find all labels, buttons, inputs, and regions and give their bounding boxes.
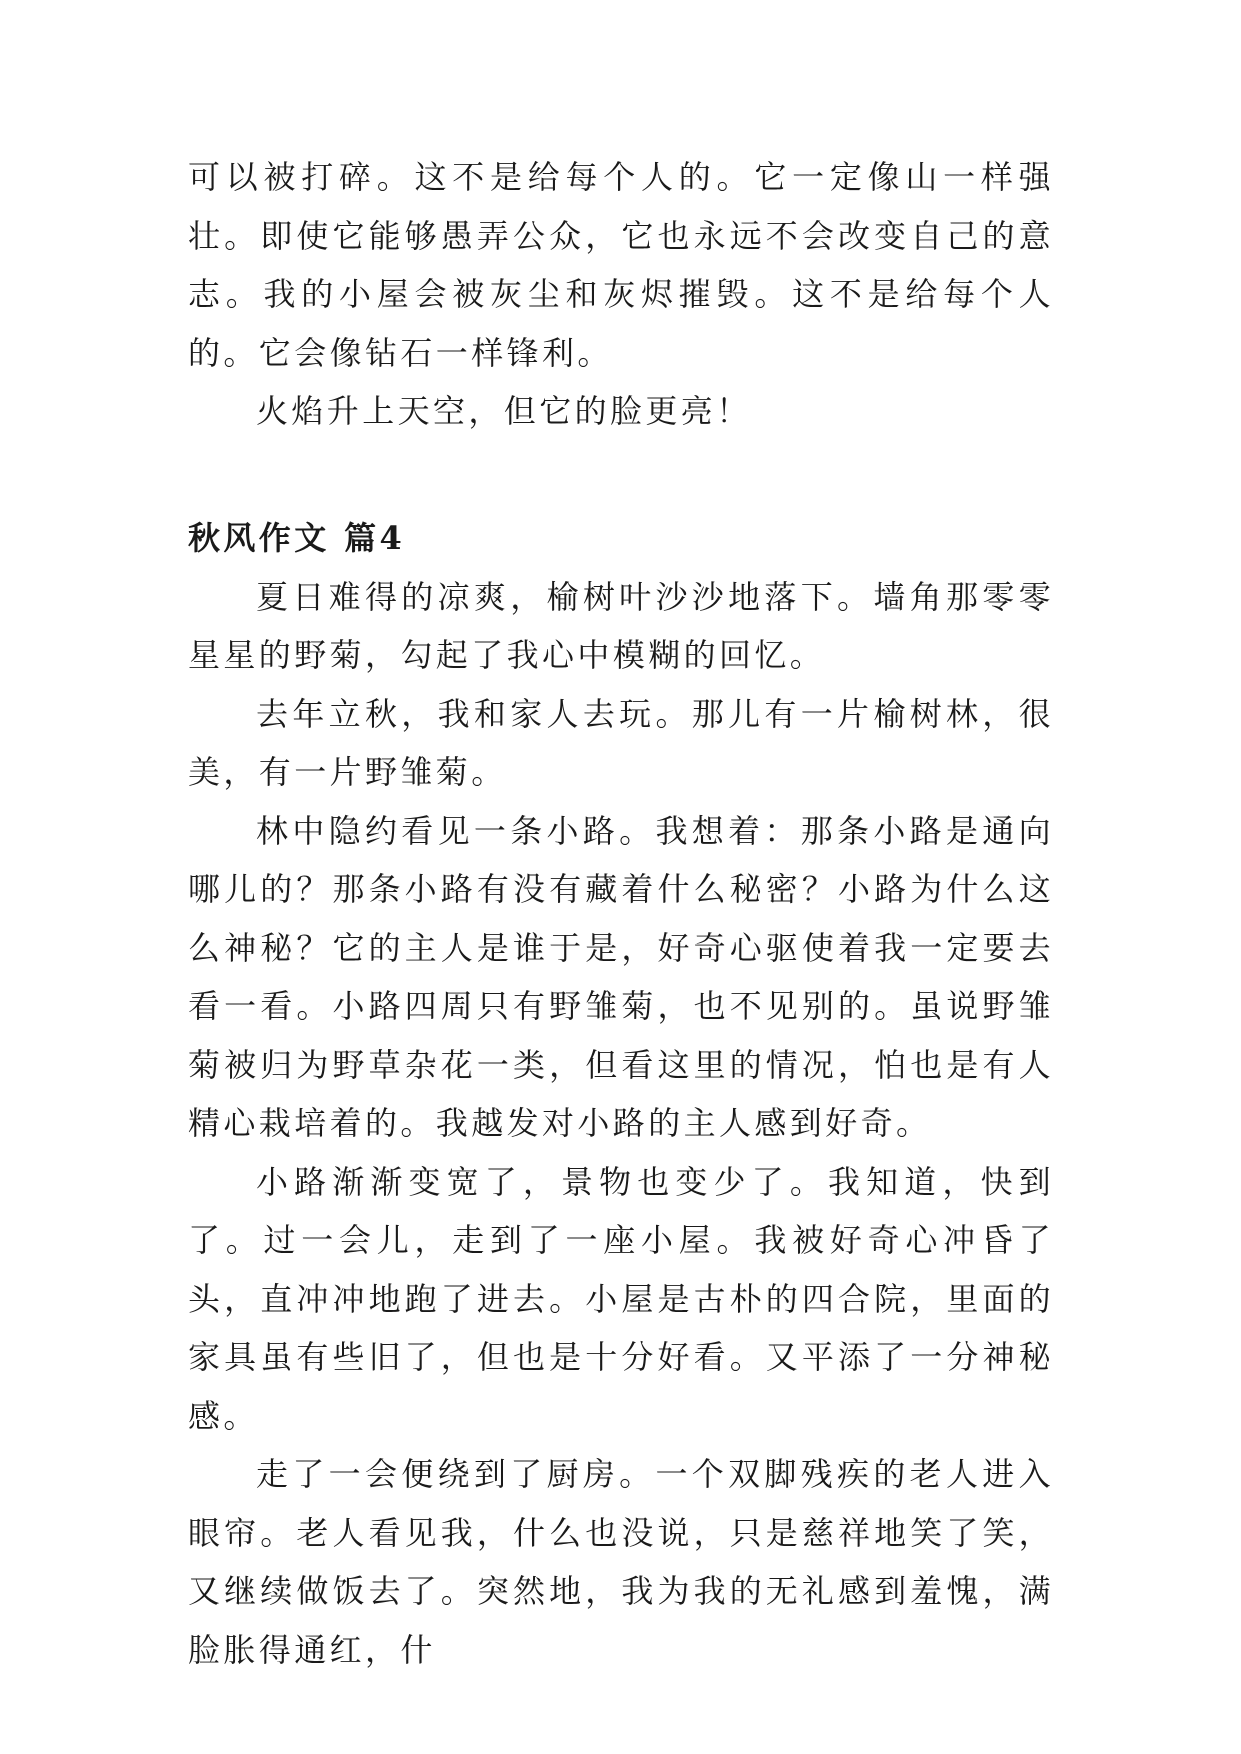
continued-paragraph: 可以被打碎。这不是给每个人的。它一定像山一样强壮。即使它能够愚弄公众，它也永远不会改变自己的意志。我的小屋会被灰尘和灰烬摧毁。这不是给每个人的。它会像钻石一样锋利。 — [188, 158, 1054, 372]
paragraph: 林中隐约看见一条小路。我想着：那条小路是通向哪儿的？那条小路有没有藏着什么秘密？小路为什么这么神秘？它的主人是谁于是，好奇心驱使着我一定要去看一看。小路四周只有野雏菊，也不见别的。虽说野雏菊被归为野草杂花一类，但看这里的情况，怕也是有人精心栽培着的。我越发对小路的主人感到好奇。 — [188, 811, 1054, 1142]
section-title: 秋风作文 篇4 — [188, 519, 406, 557]
paragraph: 走了一会便绕到了厨房。一个双脚残疾的老人进入眼帘。老人看见我，什么也没说，只是慈祥地笑了笑，又继续做饭去了。突然地，我为我的无礼感到羞愧，满脸胀得通红，什 — [188, 1455, 1054, 1669]
paragraph: 夏日难得的凉爽，榆树叶沙沙地落下。墙角那零零星星的野菊，勾起了我心中模糊的回忆。 — [188, 577, 1054, 674]
section-text-block — [188, 509, 1054, 1679]
paragraph: 火焰升上天空，但它的脸更亮！ — [256, 392, 752, 430]
paragraph: 去年立秋，我和家人去玩。那儿有一片榆树林，很美，有一片野雏菊。 — [188, 694, 1054, 791]
top-text-block — [188, 148, 1054, 441]
paragraph: 小路渐渐变宽了，景物也变少了。我知道，快到了。过一会儿，走到了一座小屋。我被好奇心冲昏了头，直冲冲地跑了进去。小屋是古朴的四合院，里面的家具虽有些旧了，但也是十分好看。又平添了一分神秘感。 — [188, 1162, 1054, 1435]
